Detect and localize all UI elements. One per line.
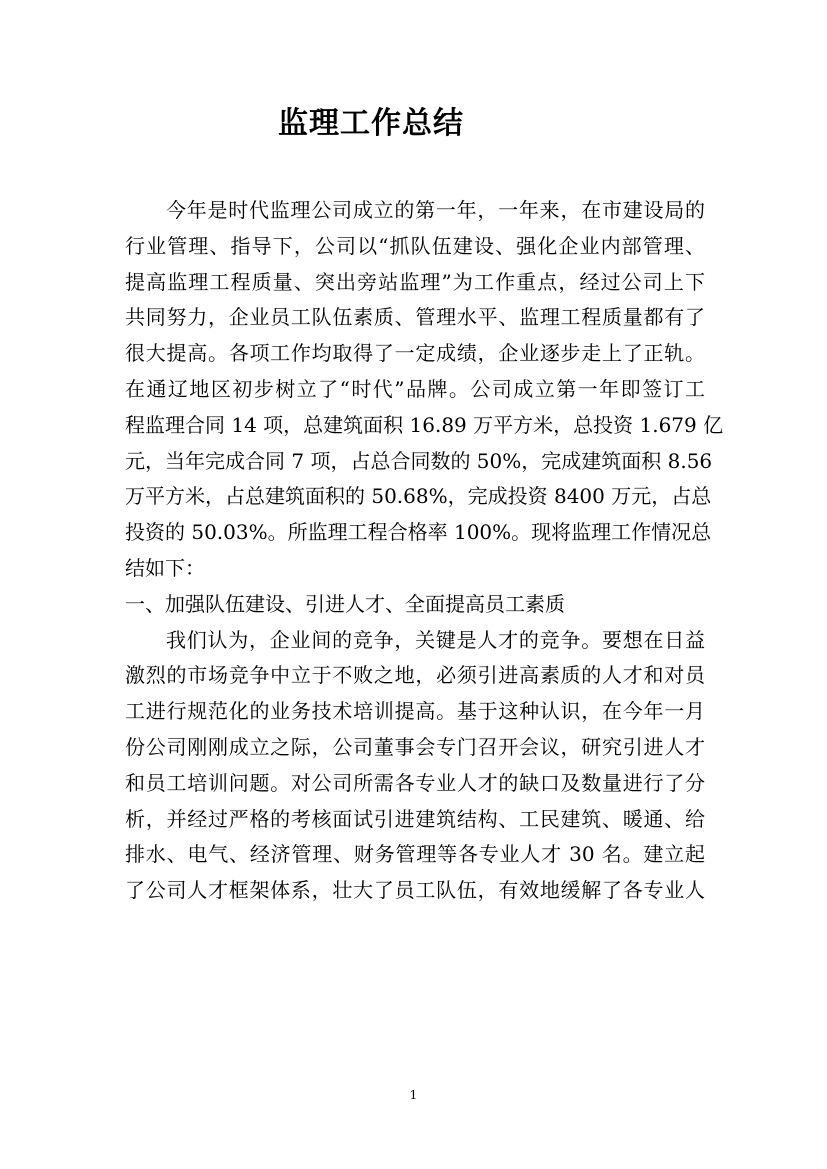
paragraph-line: 激烈的市场竞争中立于不败之地，必须引进高素质的人才和对员 xyxy=(125,663,705,688)
paragraph-line: 结如下： xyxy=(125,555,205,580)
section-heading: 一、加强队伍建设、引进人才、全面提高员工素质 xyxy=(125,591,565,616)
paragraph-line: 行业管理、指导下，公司以“抓队伍建设、强化企业内部管理、 xyxy=(125,233,705,258)
paragraph-line: 份公司刚刚成立之际，公司董事会专门召开会议，研究引进人才 xyxy=(125,734,705,759)
paragraph-line: 万平方米，占总建筑面积的 50.68%，完成投资 8400 万元，占总 xyxy=(125,484,712,509)
paragraph-line: 排水、电气、经济管理、财务管理等各专业人才 30 名。建立起 xyxy=(125,842,705,867)
paragraph-line: 工进行规范化的业务技术培训提高。基于这种认识，在今年一月 xyxy=(125,699,705,724)
paragraph-line: 程监理合同 14 项，总建筑面积 16.89 万平方米，总投资 1.679 亿 xyxy=(125,412,724,437)
paragraph-line: 我们认为，企业间的竞争，关键是人才的竞争。要想在日益 xyxy=(166,627,705,652)
paragraph-line: 析，并经过严格的考核面试引进建筑结构、工民建筑、暖通、给 xyxy=(125,806,705,831)
paragraph-line: 和员工培训问题。对公司所需各专业人才的缺口及数量进行了分 xyxy=(125,770,705,795)
paragraph-line: 很大提高。各项工作均取得了一定成绩，企业逐步走上了正轨。 xyxy=(125,341,705,366)
paragraph-line: 了公司人才框架体系，壮大了员工队伍，有效地缓解了各专业人 xyxy=(125,878,705,903)
document-body xyxy=(125,193,724,909)
paragraph-line: 投资的 50.03%。所监理工程合格率 100%。现将监理工作情况总 xyxy=(125,520,712,545)
paragraph-line: 提高监理工程质量、突出旁站监理”为工作重点，经过公司上下 xyxy=(125,269,705,294)
document-title: 监理工作总结 xyxy=(278,106,464,141)
paragraph-line: 今年是时代监理公司成立的第一年，一年来，在市建设局的 xyxy=(166,198,705,222)
paragraph-line: 共同努力，企业员工队伍素质、管理水平、监理工程质量都有了 xyxy=(125,305,705,330)
paragraph-line: 在通辽地区初步树立了“时代”品牌。公司成立第一年即签订工 xyxy=(125,376,705,401)
page-number: 1 xyxy=(409,1088,418,1102)
paragraph-line: 元，当年完成合同 7 项，占总合同数的 50%，完成建筑面积 8.56 xyxy=(125,448,713,473)
